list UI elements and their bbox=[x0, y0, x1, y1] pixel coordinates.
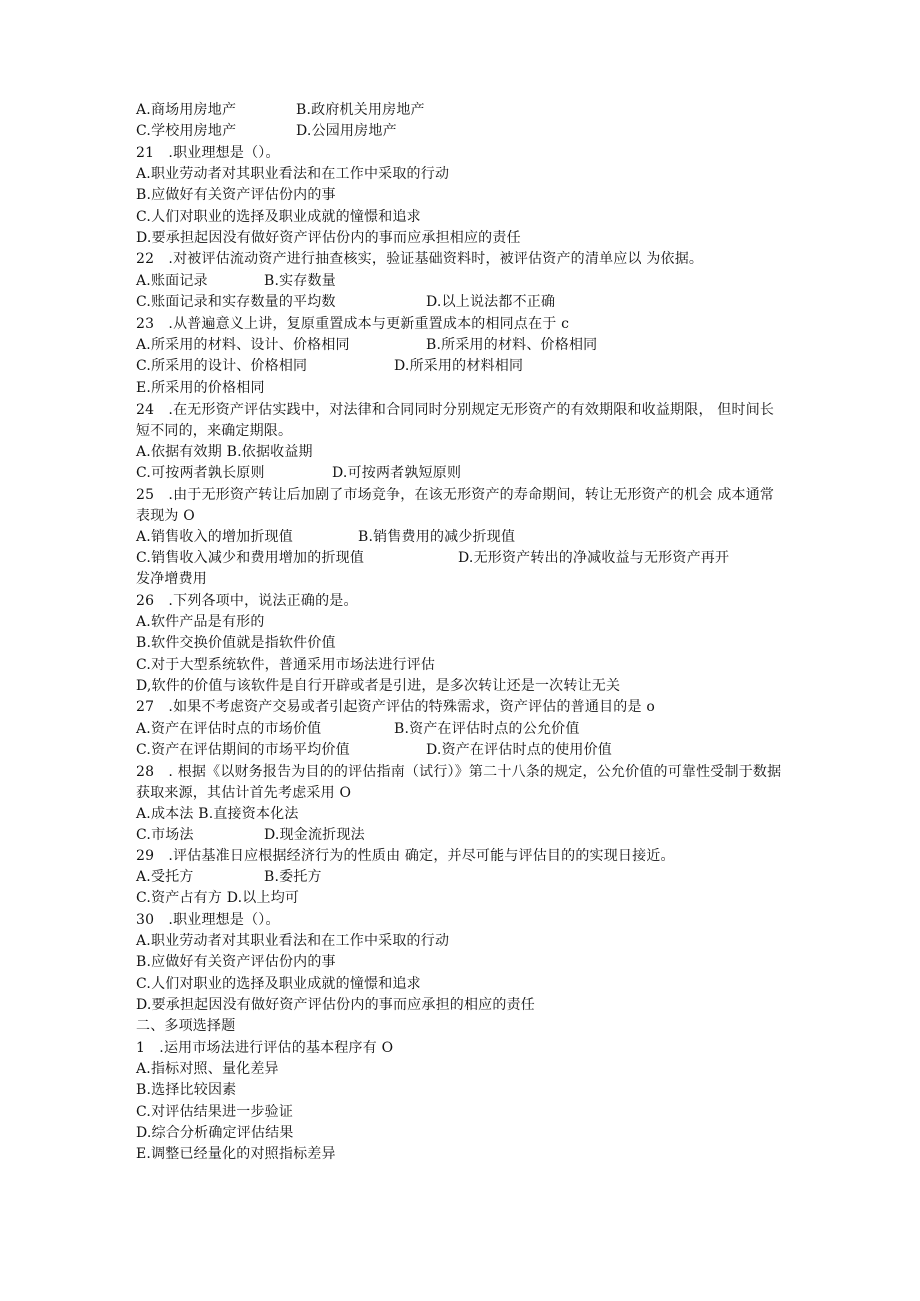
option-b: B.资产在评估时点的公允价值 bbox=[394, 721, 580, 737]
option-b: B.所采用的材料、价格相同 bbox=[426, 337, 598, 353]
option-line bbox=[136, 826, 796, 844]
option-c: C.学校用房地产 bbox=[136, 123, 237, 139]
option-line: A.成本法 B.直接资本化法 bbox=[136, 806, 299, 822]
option-line: D.要承担起因没有做好资产评估份内的事而应承担的相应的责任 bbox=[136, 997, 535, 1013]
option-c: C.市场法 bbox=[136, 827, 194, 843]
option-line bbox=[136, 122, 796, 140]
option-line: B.应做好有关资产评估份内的事 bbox=[136, 187, 336, 203]
option-b: B.实存数量 bbox=[264, 273, 336, 289]
option-line: C.资产占有方 D.以上均可 bbox=[136, 890, 300, 906]
option-line bbox=[136, 464, 796, 482]
option-line: 发净增费用 bbox=[136, 571, 207, 587]
option-d: D.现金流折现法 bbox=[264, 827, 365, 843]
option-line: E.调整已经量化的对照指标差异 bbox=[136, 1146, 336, 1162]
option-line bbox=[136, 720, 796, 738]
question-21: 21 .职业理想是（）。 bbox=[136, 145, 280, 161]
option-c: C.可按两者孰长原则 bbox=[136, 465, 265, 481]
option-line bbox=[136, 272, 796, 290]
option-d: D.所采用的材料相同 bbox=[394, 358, 524, 374]
option-c: C.资产在评估期间的市场平均价值 bbox=[136, 742, 350, 758]
question-26: 26 .下列各项中，说法正确的是。 bbox=[136, 593, 358, 609]
option-line: C.对于大型系统软件，普通采用市场法进行评估 bbox=[136, 657, 436, 673]
option-line: D.综合分析确定评估结果 bbox=[136, 1125, 294, 1141]
option-line: A.依据有效期 B.依据收益期 bbox=[136, 444, 313, 460]
question-23: 23 .从普遍意义上讲，复原重置成本与更新重置成本的相同点在于 c bbox=[136, 316, 570, 332]
option-a: A.资产在评估时点的市场价值 bbox=[136, 721, 322, 737]
option-line: B.软件交换价值就是指软件价值 bbox=[136, 635, 336, 651]
option-line: C.人们对职业的选择及职业成就的憧憬和追求 bbox=[136, 976, 421, 992]
question-28: 28 . 根据《以财务报告为目的的评估指南（试行）》第二十八条的规定，公允价值的可靠性受制于数据获取来源，其估计首先考虑采用 O bbox=[136, 764, 782, 801]
question-29: 29 .评估基准日应根据经济行为的性质由 确定，并尽可能与评估目的的实现日接近。 bbox=[136, 848, 675, 864]
option-c: C.所采用的设计、价格相同 bbox=[136, 358, 308, 374]
question-27: 27 .如果不考虑资产交易或者引起资产评估的特殊需求，资产评估的普通目的是 o bbox=[136, 699, 655, 715]
option-line: D.要承担起因没有做好资产评估份内的事而应承担相应的责任 bbox=[136, 230, 521, 246]
option-line: C.对评估结果进一步验证 bbox=[136, 1104, 294, 1120]
option-line bbox=[136, 868, 796, 886]
option-line: E.所采用的价格相同 bbox=[136, 380, 265, 396]
question-25: 25 .由于无形资产转让后加剧了市场竞争，在该无形资产的寿命期间，转让无形资产的机会 成本通常表现为 O bbox=[136, 487, 775, 524]
option-line bbox=[136, 357, 796, 375]
option-line: A.指标对照、量化差异 bbox=[136, 1061, 279, 1077]
option-line: A.职业劳动者对其职业看法和在工作中采取的行动 bbox=[136, 166, 450, 182]
option-d: D.资产在评估时点的使用价值 bbox=[426, 742, 612, 758]
option-line bbox=[136, 549, 796, 567]
question-22: 22 .对被评估流动资产进行抽查核实，验证基础资料时，被评估资产的清单应以 为依据。 bbox=[136, 251, 704, 267]
option-a: A.销售收入的增加折现值 bbox=[136, 529, 293, 545]
option-line bbox=[136, 528, 796, 546]
option-line: D,软件的价值与该软件是自行开辟或者是引进，是多次转让还是一次转让无关 bbox=[136, 678, 621, 694]
option-line: B.应做好有关资产评估份内的事 bbox=[136, 954, 336, 970]
section-heading: 二、多项选择题 bbox=[136, 1018, 236, 1034]
option-d: D.无形资产转出的净减收益与无形资产再开 bbox=[458, 550, 730, 566]
option-d: D.可按两者孰短原则 bbox=[332, 465, 462, 481]
option-a: A.所采用的材料、设计、价格相同 bbox=[136, 337, 350, 353]
option-line bbox=[136, 293, 796, 311]
option-line bbox=[136, 101, 796, 119]
question-30: 30 .职业理想是（）。 bbox=[136, 912, 280, 928]
option-a: A.商场用房地产 bbox=[136, 102, 237, 118]
question-1: 1 .运用市场法进行评估的基本程序有 O bbox=[136, 1040, 394, 1056]
option-c: C.销售收入减少和费用增加的折现值 bbox=[136, 550, 365, 566]
option-a: A.受托方 bbox=[136, 869, 194, 885]
option-b: B.委托方 bbox=[264, 869, 322, 885]
option-line bbox=[136, 741, 796, 759]
option-d: D.公园用房地产 bbox=[296, 123, 397, 139]
option-a: A.账面记录 bbox=[136, 273, 208, 289]
option-c: C.账面记录和实存数量的平均数 bbox=[136, 294, 336, 310]
option-line: B.选择比较因素 bbox=[136, 1082, 237, 1098]
option-line: C.人们对职业的选择及职业成就的憧憬和追求 bbox=[136, 209, 421, 225]
option-line: A.软件产品是有形的 bbox=[136, 614, 265, 630]
option-b: B.政府机关用房地产 bbox=[296, 102, 425, 118]
option-d: D.以上说法都不正确 bbox=[426, 294, 556, 310]
option-line bbox=[136, 336, 796, 354]
question-24: 24 .在无形资产评估实践中，对法律和合同同时分别规定无形资产的有效期限和收益期限， 但时间长短不同的，来确定期限。 bbox=[136, 402, 775, 439]
option-b: B.销售费用的减少折现值 bbox=[358, 529, 516, 545]
option-line: A.职业劳动者对其职业看法和在工作中采取的行动 bbox=[136, 933, 450, 949]
